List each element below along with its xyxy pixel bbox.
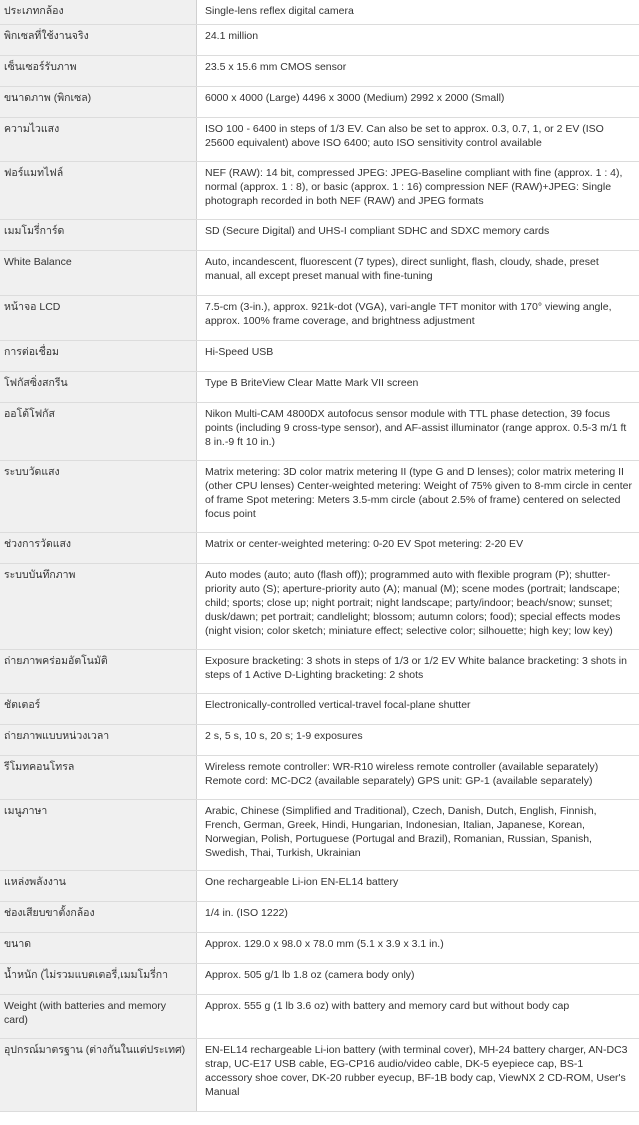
spec-value: Electronically-controlled vertical-travel focal-plane shutter <box>197 693 639 724</box>
spec-label: รีโมทคอนโทรล <box>0 755 197 799</box>
spec-value: Nikon Multi-CAM 4800DX autofocus sensor module with TTL phase detection, 39 focus points (including 9 cross-type sensor), and AF-assist illuminator (range approx. 0.5-3 m/1 ft 8 in.-9 ft 10 in.) <box>197 402 639 460</box>
spec-row <box>0 86 639 117</box>
spec-label: เมมโมรี่การ์ด <box>0 219 197 250</box>
spec-label: อุปกรณ์มาตรฐาน (ต่างกันในแต่ประเทศ) <box>0 1038 197 1111</box>
spec-value: Auto, incandescent, fluorescent (7 types), direct sunlight, flash, cloudy, shade, preset manual, all except preset manual with fine-tuning <box>197 250 639 295</box>
spec-label: แหล่งพลังงาน <box>0 870 197 901</box>
spec-row <box>0 1038 639 1111</box>
spec-value: Matrix metering: 3D color matrix metering II (type G and D lenses); color matrix metering II (other CPU lenses) Center-weighted metering: Weight of 75% given to 8-mm circle in center of frame Spot metering: Meters 3.5-mm circle (about 2.5% of frame) centered on selected focus point <box>197 460 639 532</box>
spec-row <box>0 371 639 402</box>
spec-row <box>0 901 639 932</box>
spec-row <box>0 932 639 963</box>
spec-value: Single-lens reflex digital camera <box>197 0 639 24</box>
spec-label: ช่องเสียบขาตั้งกล้อง <box>0 901 197 932</box>
spec-row <box>0 295 639 340</box>
spec-label: White Balance <box>0 250 197 295</box>
spec-value: NEF (RAW): 14 bit, compressed JPEG: JPEG-Baseline compliant with fine (approx. 1 : 4), normal (approx. 1 : 8), or basic (approx. 1 : 16) compression NEF (RAW)+JPEG: Single photograph recorded in both NEF (RAW) and JPEG formats <box>197 161 639 219</box>
spec-value: Arabic, Chinese (Simplified and Traditional), Czech, Danish, Dutch, English, Finnish, French, German, Greek, Hindi, Hungarian, Indonesian, Italian, Japanese, Korean, Norwegian, Polish, Portuguese (Portugal and Brazil), Romanian, Russian, Spanish, Swedish, Thai, Turkish, Ukrainian <box>197 799 639 870</box>
spec-label: ระบบบันทึกภาพ <box>0 563 197 649</box>
spec-row <box>0 402 639 460</box>
spec-label: พิกเซลที่ใช้งานจริง <box>0 24 197 55</box>
spec-row <box>0 24 639 55</box>
spec-row <box>0 117 639 161</box>
spec-row <box>0 563 639 649</box>
spec-row <box>0 219 639 250</box>
spec-label: ระบบวัดแสง <box>0 460 197 532</box>
spec-value: Wireless remote controller: WR-R10 wireless remote controller (available separately) Remote cord: MC-DC2 (available separately) GPS unit: GP-1 (available separately) <box>197 755 639 799</box>
spec-row <box>0 161 639 219</box>
spec-label: ประเภทกล้อง <box>0 0 197 24</box>
spec-label: ช่วงการวัดแสง <box>0 532 197 563</box>
spec-label: ออโต้โฟกัส <box>0 402 197 460</box>
spec-value: 7.5-cm (3-in.), approx. 921k-dot (VGA), vari-angle TFT monitor with 170° viewing angle, approx. 100% frame coverage, and brightness adjustment <box>197 295 639 340</box>
spec-label: ขนาด <box>0 932 197 963</box>
spec-label: Weight (with batteries and memory card) <box>0 994 197 1038</box>
spec-value: Approx. 505 g/1 lb 1.8 oz (camera body only) <box>197 963 639 994</box>
spec-row <box>0 55 639 86</box>
spec-label: ชัตเตอร์ <box>0 693 197 724</box>
spec-label: การต่อเชื่อม <box>0 340 197 371</box>
spec-value: Matrix or center-weighted metering: 0-20 EV Spot metering: 2-20 EV <box>197 532 639 563</box>
spec-label: น้ำหนัก (ไม่รวมแบตเตอรี่,เมมโมรี่กา <box>0 963 197 994</box>
spec-label: ถ่ายภาพคร่อมอัตโนมัติ <box>0 649 197 693</box>
spec-value: ISO 100 - 6400 in steps of 1/3 EV. Can also be set to approx. 0.3, 0.7, 1, or 2 EV (ISO 25600 equivalent) above ISO 6400; auto ISO sensitivity control available <box>197 117 639 161</box>
spec-row <box>0 994 639 1038</box>
spec-value: 1/4 in. (ISO 1222) <box>197 901 639 932</box>
spec-value: Hi-Speed USB <box>197 340 639 371</box>
spec-label: เมนูภาษา <box>0 799 197 870</box>
spec-value: Approx. 555 g (1 lb 3.6 oz) with battery and memory card but without body cap <box>197 994 639 1038</box>
spec-row <box>0 724 639 755</box>
spec-label: ความไวแสง <box>0 117 197 161</box>
spec-row <box>0 755 639 799</box>
spec-value: 24.1 million <box>197 24 639 55</box>
spec-value: Auto modes (auto; auto (flash off)); programmed auto with flexible program (P); shutter-priority auto (S); aperture-priority auto (A); manual (M); scene modes (portrait; landscape; child; sports; close up; night portrait; night landscape; party/indoor; beach/snow; sunset; dusk/dawn; pet portrait; candlelight; blossom; autumn colors; food); special effects modes (night vision; color sketch; miniature effect; selective color; silhouette; high key; low key) <box>197 563 639 649</box>
spec-label: ขนาดภาพ (พิกเซล) <box>0 86 197 117</box>
spec-value: 23.5 x 15.6 mm CMOS sensor <box>197 55 639 86</box>
spec-label: เซ็นเซอร์รับภาพ <box>0 55 197 86</box>
spec-value: Approx. 129.0 x 98.0 x 78.0 mm (5.1 x 3.9 x 3.1 in.) <box>197 932 639 963</box>
spec-value: 6000 x 4000 (Large) 4496 x 3000 (Medium) 2992 x 2000 (Small) <box>197 86 639 117</box>
spec-row <box>0 649 639 693</box>
spec-value: One rechargeable Li-ion EN-EL14 battery <box>197 870 639 901</box>
spec-row <box>0 460 639 532</box>
spec-row <box>0 250 639 295</box>
spec-value: Exposure bracketing: 3 shots in steps of 1/3 or 1/2 EV White balance bracketing: 3 shots in steps of 1 Active D-Lighting bracketing: 2 shots <box>197 649 639 693</box>
spec-value: Type B BriteView Clear Matte Mark VII screen <box>197 371 639 402</box>
spec-row <box>0 799 639 870</box>
spec-value: SD (Secure Digital) and UHS-I compliant SDHC and SDXC memory cards <box>197 219 639 250</box>
spec-label: หน้าจอ LCD <box>0 295 197 340</box>
spec-row <box>0 340 639 371</box>
spec-row <box>0 963 639 994</box>
spec-row <box>0 693 639 724</box>
spec-value: 2 s, 5 s, 10 s, 20 s; 1-9 exposures <box>197 724 639 755</box>
spec-label: ถ่ายภาพแบบหน่วงเวลา <box>0 724 197 755</box>
spec-row <box>0 0 639 24</box>
spec-value: EN-EL14 rechargeable Li-ion battery (with terminal cover), MH-24 battery charger, AN-DC3 strap, UC-E17 USB cable, EG-CP16 audio/video cable, DK-5 eyepiece cap, BS-1 accessory shoe cover, DK-20 rubber eyecup, BF-1B body cap, ViewNX 2 CD-ROM, User's Manual <box>197 1038 639 1111</box>
spec-row <box>0 532 639 563</box>
spec-label: ฟอร์แมทไฟล์ <box>0 161 197 219</box>
spec-row <box>0 870 639 901</box>
spec-label: โฟกัสซิ่งสกรีน <box>0 371 197 402</box>
